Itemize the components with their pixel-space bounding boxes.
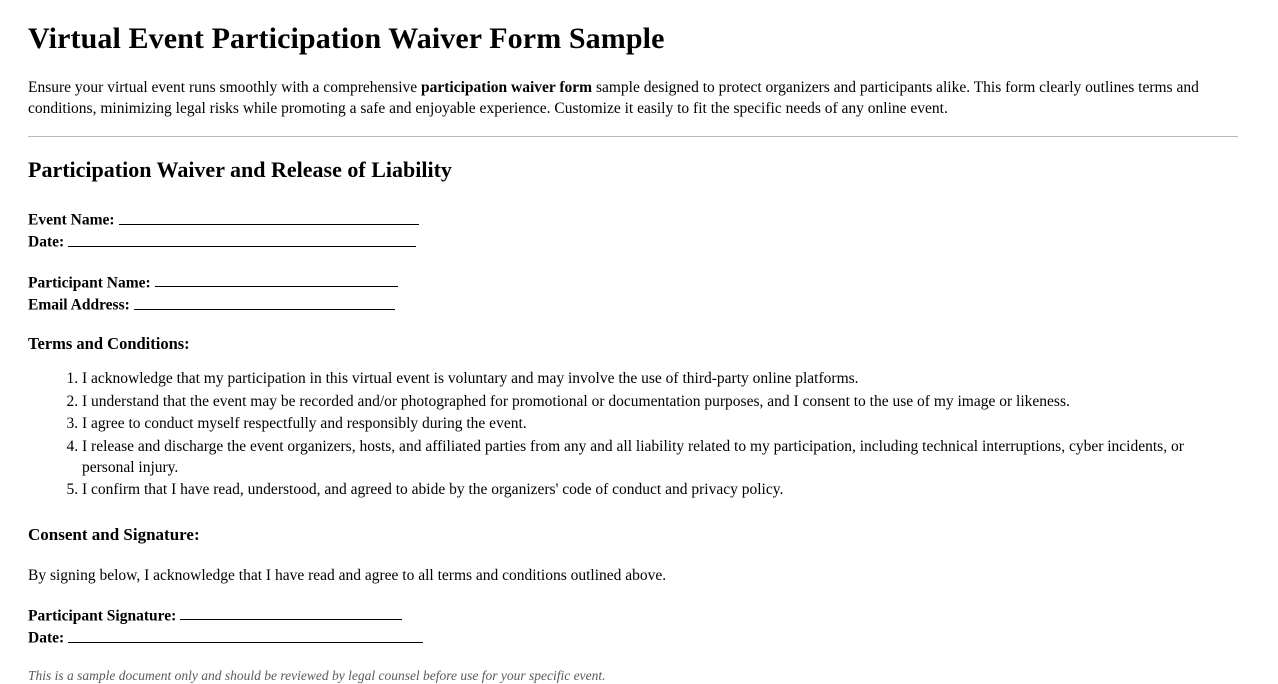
event-name-field	[28, 209, 1238, 231]
footer-note: This is a sample document only and should be reviewed by legal counsel before use for your specific event.	[28, 667, 606, 683]
event-fields-group	[28, 209, 1238, 254]
section-title: Participation Waiver and Release of Liability	[28, 156, 452, 182]
consent-heading: Consent and Signature:	[28, 524, 200, 544]
event-date-field	[28, 231, 1238, 253]
page-title: Virtual Event Participation Waiver Form Sample	[28, 22, 665, 55]
participant-signature-field	[28, 605, 1238, 627]
list-item: 5. I confirm that I have read, understood, and agreed to abide by the organizers' code of conduct and privacy policy.	[82, 479, 1238, 500]
participant-name-label: Participant Name:	[28, 274, 151, 292]
event-date-input[interactable]	[68, 231, 416, 247]
event-name-label: Event Name:	[28, 211, 115, 229]
intro-paragraph	[28, 78, 1238, 120]
consent-text: By signing below, I acknowledge that I have read and agree to all terms and conditions outlined above.	[28, 566, 667, 584]
list-item: 1. I acknowledge that my participation in this virtual event is voluntary and may involve the use of third-party online platforms.	[82, 368, 1238, 389]
signature-fields-group	[28, 605, 1238, 650]
list-item: 2. I understand that the event may be recorded and/or photographed for promotional or documentation purposes, and I consent to the use of my image or likeness.	[82, 391, 1238, 412]
participant-fields-group	[28, 272, 1238, 317]
event-name-input[interactable]	[119, 209, 419, 225]
intro-text-before: Ensure your virtual event runs smoothly with a comprehensive	[28, 79, 422, 96]
terms-list	[28, 368, 1238, 500]
participant-signature-input[interactable]	[180, 605, 402, 621]
terms-heading: Terms and Conditions:	[28, 334, 190, 354]
divider	[28, 136, 1238, 137]
list-item: 4. I release and discharge the event organizers, hosts, and affiliated parties from any and all liability related to my participation, including technical interruptions, cyber incidents, or personal injury.	[82, 436, 1238, 479]
participant-name-field	[28, 272, 1238, 294]
intro-text-after: sample designed to protect organizers and participants alike. This form clearly outlines terms and conditions, minimizing legal risks while promoting a safe and enjoyable experience. Customize it easily to fit the specific needs of any online event.	[28, 79, 1199, 117]
email-address-label: Email Address:	[28, 296, 130, 314]
participant-signature-label: Participant Signature:	[28, 607, 177, 625]
list-item: 3. I agree to conduct myself respectfully and responsibly during the event.	[82, 413, 1238, 434]
email-address-field	[28, 294, 1238, 316]
participant-name-input[interactable]	[155, 272, 398, 288]
event-date-label: Date:	[28, 233, 65, 251]
signature-date-field	[28, 627, 1238, 649]
intro-text-bold: participation waiver form	[421, 79, 593, 96]
signature-date-input[interactable]	[68, 627, 423, 643]
email-address-input[interactable]	[134, 294, 395, 310]
signature-date-label: Date:	[28, 629, 65, 647]
